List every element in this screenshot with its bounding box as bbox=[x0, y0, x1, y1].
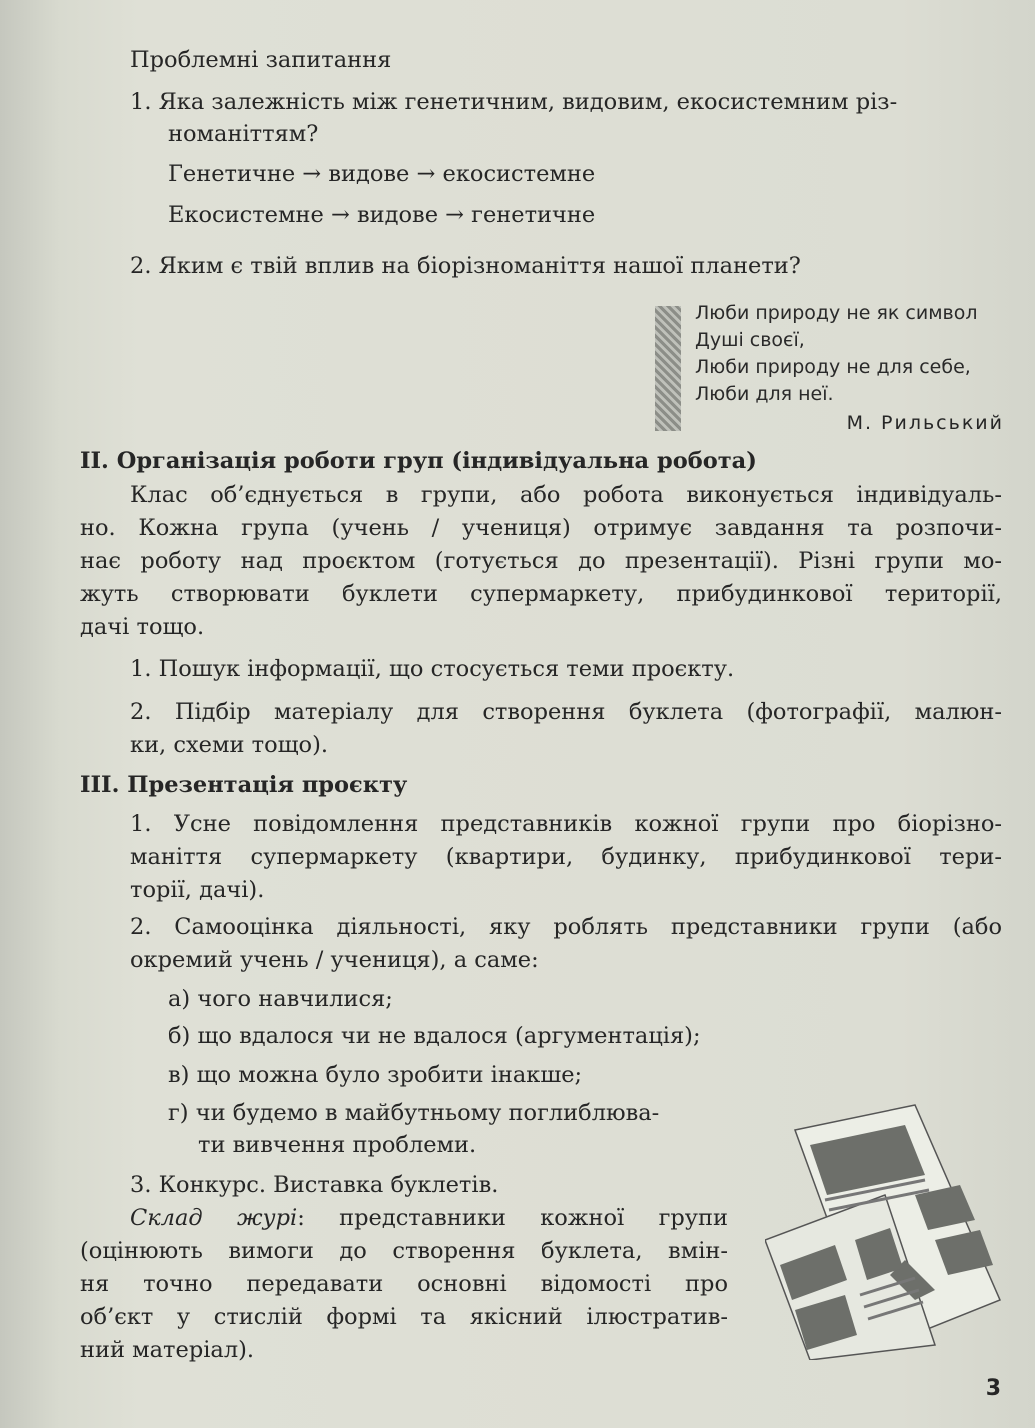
quote-line: Люби природу не як символ bbox=[695, 302, 978, 324]
section-2-title: II. Організація роботи груп (індивідуальна робота) bbox=[80, 448, 757, 474]
section-2-para-line: дачі тощо. bbox=[80, 614, 205, 640]
section-3-title: III. Презентація проєкту bbox=[80, 772, 408, 798]
quote-line: Душі своєї, bbox=[695, 329, 805, 351]
jury-label: Склад журі bbox=[130, 1205, 298, 1231]
section-3-item-2-line: окремий учень / учениця), а саме: bbox=[130, 947, 539, 973]
section-3-item-1-line: 1. Усне повідомлення представників кожної групи про біорізно- bbox=[130, 811, 1002, 837]
section-2-para-line: но. Кожна група (учень / учениця) отримує завдання та розпочи- bbox=[80, 515, 1002, 541]
question-1-line-1: 1. Яка залежність між генетичним, видовим, екосистемним різ- bbox=[130, 89, 898, 115]
subitem: ти вивчення проблеми. bbox=[198, 1132, 477, 1158]
chain-ecosystem-first: Екосистемне → видове → генетичне bbox=[168, 202, 596, 228]
jury-line: ня точно передавати основні відомості про bbox=[80, 1271, 728, 1297]
quote-line: Люби для неї. bbox=[695, 383, 834, 405]
subitem: б) що вдалося чи не вдалося (аргументація); bbox=[168, 1023, 701, 1049]
subitem: в) що можна було зробити інакше; bbox=[168, 1062, 583, 1088]
subitem: г) чи будемо в майбутньому поглиблюва- bbox=[168, 1100, 660, 1126]
jury-line: ний матеріал). bbox=[80, 1337, 255, 1363]
jury-line-1 bbox=[130, 1204, 728, 1232]
quote-bar-decoration bbox=[655, 306, 681, 431]
question-2: 2. Яким є твій вплив на біорізноманіття нашої планети? bbox=[130, 253, 801, 279]
section-2-item-1: 1. Пошук інформації, що стосується теми проєкту. bbox=[130, 656, 735, 682]
question-1-line-2: номаніттям? bbox=[168, 121, 319, 147]
chain-genetic-first: Генетичне → видове → екосистемне bbox=[168, 161, 596, 187]
section-3-item-1-line: маніття супермаркету (квартири, будинку, прибудинкової тери- bbox=[130, 844, 1002, 870]
subitem: а) чого навчилися; bbox=[168, 986, 393, 1012]
page-number: 3 bbox=[985, 1376, 1001, 1401]
section-2-item-2-line-1: 2. Підбір матеріалу для створення буклета (фотографії, малюн- bbox=[130, 699, 1002, 725]
section-3-item-1-line: торії, дачі). bbox=[130, 877, 265, 903]
section-2-para-line: Клас об’єднується в групи, або робота виконується індивідуаль- bbox=[130, 482, 1002, 508]
section-2-para-line: нає роботу над проєктом (готується до презентації). Різні групи мо- bbox=[80, 548, 1002, 574]
booklet-illustration bbox=[765, 1100, 1005, 1360]
problem-questions-heading: Проблемні запитання bbox=[130, 47, 392, 73]
section-2-para-line: жуть створювати буклети супермаркету, прибудинкової території, bbox=[80, 581, 1002, 607]
quote-author: М. Рильський bbox=[846, 412, 1004, 434]
jury-line: (оцінюють вимоги до створення буклета, вмін- bbox=[80, 1238, 728, 1264]
section-2-item-2-line-2: ки, схеми тощо). bbox=[130, 732, 329, 758]
quote-line: Люби природу не для себе, bbox=[695, 356, 971, 378]
section-3-item-3: 3. Конкурс. Виставка буклетів. bbox=[130, 1172, 499, 1198]
jury-first-text: : представники кожної групи bbox=[297, 1205, 728, 1231]
jury-line: об’єкт у стислій формі та якісний ілюстратив- bbox=[80, 1304, 728, 1330]
section-3-item-2-line: 2. Самооцінка діяльності, яку роблять представники групи (або bbox=[130, 914, 1002, 940]
